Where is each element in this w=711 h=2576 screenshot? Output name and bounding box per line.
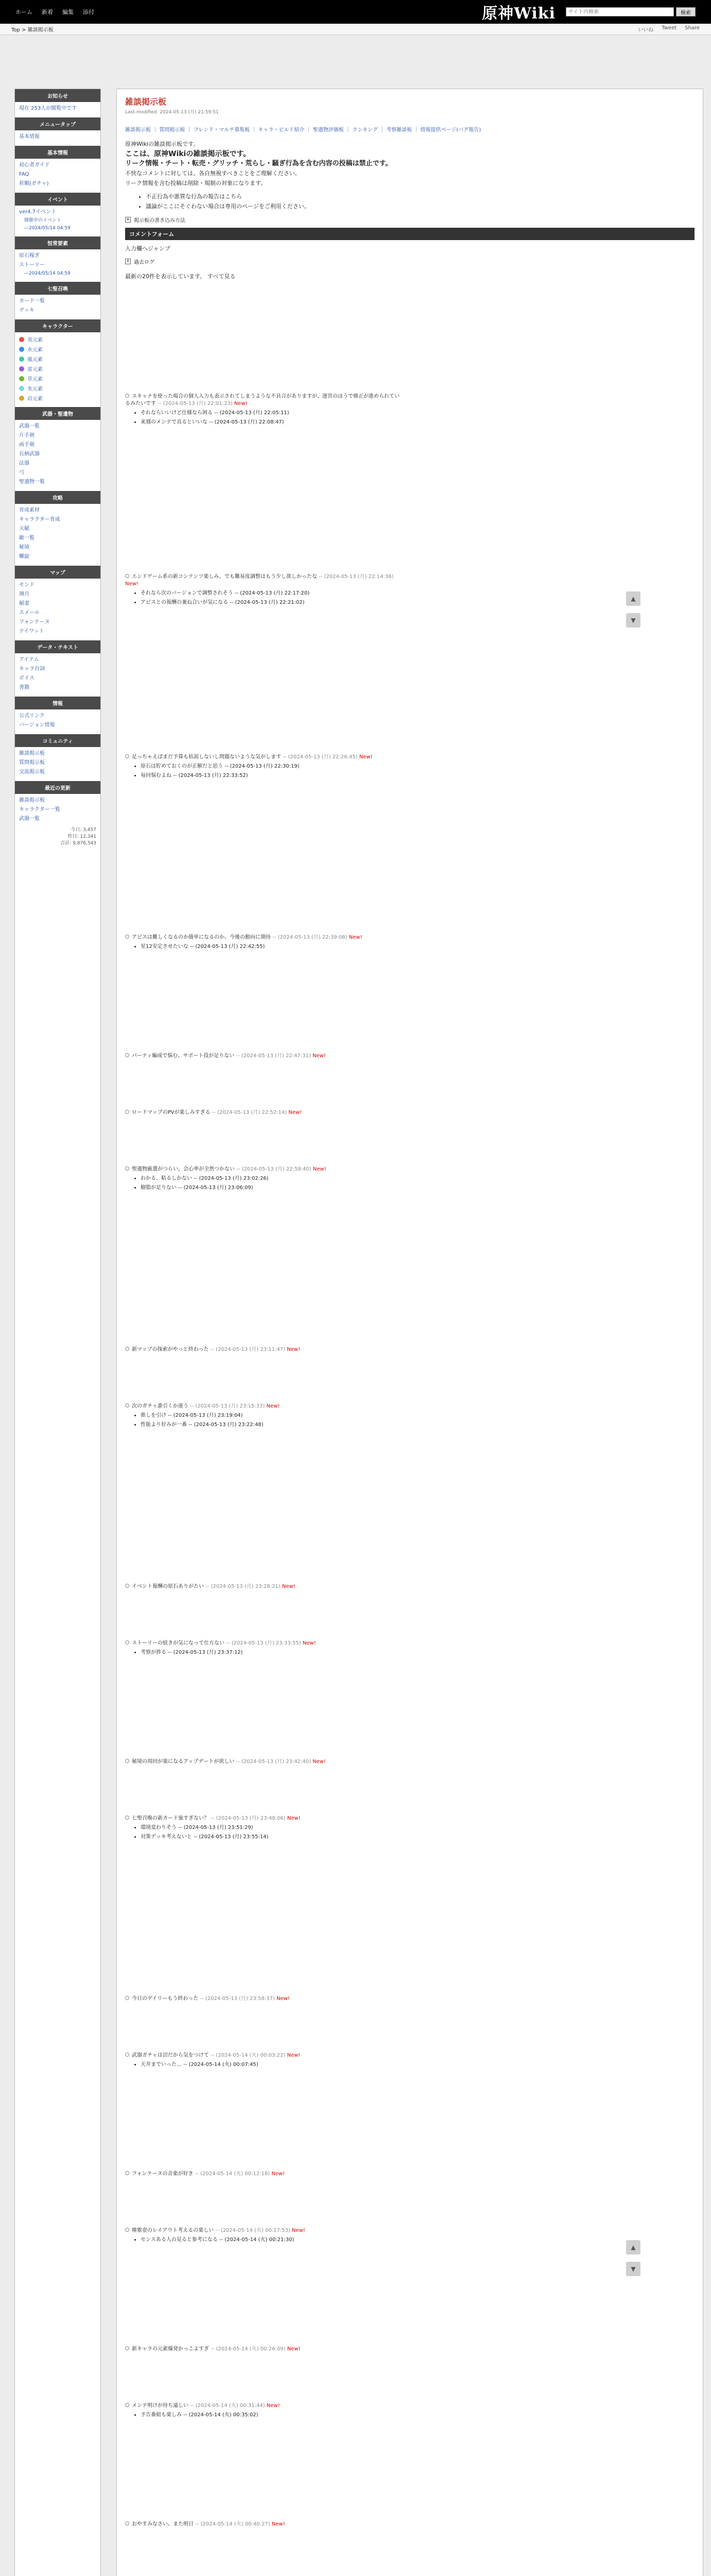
new-badge: New!	[287, 1347, 301, 1352]
comment-text: 秘境の周回が楽になるアップデートが欲しい	[132, 1759, 235, 1765]
comment-body	[125, 2402, 403, 2410]
comment-text: 新マップの探索がやっと終わった	[132, 1347, 209, 1352]
new-badge: New!	[359, 754, 373, 760]
radio-icon[interactable]	[125, 1816, 129, 1820]
comment-body	[125, 2346, 403, 2353]
sidebar-item[interactable]: 稲妻	[19, 601, 29, 606]
sidebar-item[interactable]: 書籍	[19, 685, 29, 690]
reply-list	[133, 1412, 403, 1429]
comment-body	[125, 2227, 403, 2234]
radio-icon[interactable]	[125, 1053, 129, 1057]
sidebar-item[interactable]: ストーリー	[19, 262, 45, 268]
comment-item	[125, 754, 403, 782]
comment-item	[125, 1166, 403, 1194]
radio-icon[interactable]	[125, 574, 129, 578]
share-button[interactable]: Share	[685, 25, 700, 31]
main-content	[116, 89, 703, 2576]
breadcrumb[interactable]: Top > 雑談掲示板	[11, 27, 54, 33]
comment-meta: -- (2024-05-14 (火) 00:40:27)	[195, 2521, 270, 2527]
scroll-buttons-top	[626, 591, 641, 628]
comment-item	[125, 2346, 403, 2355]
sidebar-element-item[interactable]	[15, 364, 100, 374]
sidebar-item[interactable]: 雑談掲示板	[19, 798, 45, 803]
sidebar-item[interactable]: 天賦	[19, 526, 29, 532]
reply-item: • 推しを引け -- (2024-05-13 (月) 23:19:04)	[141, 1412, 403, 1419]
sidebar-element-item[interactable]	[15, 354, 100, 364]
new-badge: New!	[271, 2171, 285, 2177]
reply-item: • 予告番組も楽しみ -- (2024-05-14 (火) 00:35:02)	[141, 2412, 403, 2419]
comment-meta: -- (2024-05-13 (月) 23:48:06)	[211, 1816, 286, 1821]
element-label: 岩元素	[27, 396, 43, 402]
page-layout	[0, 35, 711, 2576]
new-badge: New!	[287, 2053, 301, 2058]
sidebar-item[interactable]: モンド	[19, 582, 34, 588]
reply-item: • 環境変わりそう -- (2024-05-13 (月) 23:51:29)	[141, 1824, 403, 1832]
counter-line: 昨日: 12,341	[67, 834, 96, 839]
comment-text: メンテ明けが待ち遠しい	[132, 2403, 188, 2409]
comment-text: 足っちゃえばまだ予算も枯渇しないし問題ないような気がします	[132, 754, 281, 760]
sidebar-element-item[interactable]	[15, 383, 100, 393]
comment-text: 聖遺物厳選がつらい。会心率が全然つかない	[132, 1166, 235, 1172]
comment-text: ストーリーの続きが気になって仕方ない	[132, 1640, 224, 1646]
lead-text-2: ここは、原神Wikiの雑談掲示板です。	[125, 150, 251, 158]
new-badge: New!	[271, 2521, 285, 2527]
comment-meta: -- (2024-05-13 (月) 22:26:45)	[283, 754, 358, 760]
comment-item	[125, 573, 403, 608]
comment-body	[125, 934, 403, 941]
reply-item: • アビスとの報酬の兼ね合いが気になる -- (2024-05-13 (月) 22:21:02)	[141, 599, 403, 606]
sidebar-item[interactable]: 祈願(ガチャ)	[19, 181, 49, 187]
comment-body	[125, 573, 403, 588]
sidebar-item[interactable]: 現在 253人が閲覧中です	[19, 106, 77, 111]
comment-item	[125, 1640, 403, 1658]
new-badge: New!	[312, 1053, 326, 1059]
comment-item	[125, 1053, 403, 1062]
sidebar-item[interactable]: FAQ	[19, 172, 29, 177]
sidebar-section-title: 武器・聖遺物	[15, 407, 100, 420]
sidebar-item[interactable]: デッキ	[19, 308, 34, 313]
comment-meta: -- (2024-05-13 (月) 22:01:23)	[158, 401, 233, 406]
scroll-up-button[interactable]: ▲	[626, 2240, 640, 2255]
radio-icon[interactable]	[125, 1996, 129, 2000]
radio-icon[interactable]	[125, 1110, 129, 1114]
new-badge: New!	[282, 1584, 296, 1589]
reply-item: • 毎回悩むよね -- (2024-05-13 (月) 22:33:52)	[141, 772, 403, 779]
comment-text: ロードマップのPVが楽しみすぎる	[132, 1110, 211, 1115]
comment-meta: -- (2024-05-13 (月) 23:42:40)	[236, 1759, 311, 1765]
comment-item	[125, 1995, 403, 2005]
comment-text: スキャナを使った場合の個人入力も表示されてしまうような不具合がありますが、運営のほうで修正が進められているみたいです	[125, 394, 400, 406]
sidebar-item[interactable]: アイテム	[19, 657, 39, 663]
counter-line: 今日: 3,457	[71, 827, 96, 833]
sidebar-item[interactable]: 法器	[19, 461, 29, 466]
how-to-post-toggle[interactable]	[125, 216, 695, 224]
comment-text: フォンテーヌの音楽が好き	[132, 2171, 194, 2177]
comment-body	[125, 1815, 403, 1822]
comment-text: おやすみなさい。また明日	[132, 2521, 194, 2527]
radio-icon[interactable]	[125, 394, 129, 398]
lead-text-4: 不快なコメントに対しては、各自無視すべきことをご理解ください。	[125, 170, 301, 177]
comment-text: 七聖召喚の新カード強すぎない？	[132, 1816, 209, 1821]
sidebar-item[interactable]: キャラ台詞	[19, 666, 45, 672]
sidebar-item[interactable]: 公式リンク	[19, 713, 45, 719]
radio-icon[interactable]	[125, 754, 129, 758]
sidebar-subitem[interactable]: 開催中のイベント	[24, 218, 62, 223]
comment-text: エンドゲーム系の新コンテンツ楽しみ。でも難易度調整はもう少し欲しかったな	[132, 574, 317, 580]
toggle-label: 掲示板の書き込み方法	[134, 218, 185, 224]
comment-text: アビスは難しくなるのか簡単になるのか、今後の動向に期待	[132, 935, 271, 940]
comment-meta: -- (2024-05-13 (月) 22:14:36)	[319, 574, 394, 580]
breadcrumb-bar	[0, 24, 711, 35]
element-icon	[19, 347, 24, 352]
comment-meta: -- (2024-05-13 (月) 23:58:37)	[200, 1996, 275, 2002]
comment-body	[125, 1403, 403, 1410]
sidebar-item[interactable]: 敵一覧	[19, 535, 34, 541]
search-input[interactable]	[566, 7, 674, 16]
reply-item: • それならいいけど仕様なら困る -- (2024-05-13 (月) 22:05:11)	[141, 410, 403, 417]
comment-meta: -- (2024-05-13 (月) 23:11:47)	[210, 1347, 286, 1352]
reply-list	[133, 2236, 403, 2244]
sidebar-element-item[interactable]	[15, 344, 100, 354]
sidebar-item[interactable]: テイワット	[19, 629, 44, 634]
sidebar-section-title: 攻略	[15, 491, 100, 504]
new-badge: New!	[291, 2228, 305, 2233]
sidebar-element-item[interactable]	[15, 393, 100, 403]
sidebar-item[interactable]: キャラクター育成	[19, 517, 60, 522]
sidebar-item[interactable]: 弓	[19, 470, 24, 476]
comment-item	[125, 1583, 403, 1592]
comment-body	[125, 2052, 403, 2059]
sidebar-item[interactable]: スメール	[19, 610, 40, 616]
comment-meta: -- (2024-05-13 (月) 22:47:31)	[236, 1053, 311, 1059]
nav-attach[interactable]: 添付	[83, 9, 94, 15]
element-label: 氷元素	[27, 386, 43, 392]
element-label: 炎元素	[27, 337, 43, 343]
reply-item: • 来週のメンテで直るといいな -- (2024-05-13 (月) 22:08:47)	[141, 419, 403, 426]
search-button[interactable]: 検索	[676, 7, 696, 16]
new-badge: New!	[287, 2346, 301, 2352]
new-badge: New!	[125, 581, 138, 587]
comment-body	[125, 2171, 403, 2178]
sidebar-element-item[interactable]	[15, 374, 100, 383]
radio-icon[interactable]	[125, 1347, 129, 1351]
counter-line: 合計: 9,876,543	[60, 841, 96, 846]
sidebar-section-title: キャラクター	[15, 319, 100, 332]
comment-item	[125, 1109, 403, 1118]
radio-icon[interactable]	[125, 2521, 129, 2526]
new-badge: New!	[349, 935, 362, 940]
toggle-label: 過去ログ	[134, 260, 154, 265]
sidebar-item[interactable]: 武器一覧	[19, 816, 40, 822]
sidebar-item[interactable]: キャラクター一覧	[19, 807, 60, 812]
new-badge: New!	[276, 1996, 290, 2002]
element-label: 草元素	[27, 377, 43, 382]
lead-text-5: リーク情報を含む投稿は削除・規制の対象になります。	[125, 180, 267, 187]
sidebar-item[interactable]: 育成素材	[19, 507, 40, 513]
sidebar-section-title: コミュニティ	[15, 734, 100, 747]
comment-form-header: コメントフォーム	[125, 228, 695, 240]
element-icon	[19, 366, 24, 371]
new-badge: New!	[313, 1759, 326, 1765]
comment-item	[125, 1758, 403, 1768]
reply-list	[133, 410, 403, 426]
element-label: 風元素	[27, 357, 43, 363]
jump-to-input-link[interactable]: 入力欄へジャンプ	[125, 245, 170, 252]
reply-list	[133, 763, 403, 779]
reply-list	[133, 1175, 403, 1192]
plus-icon: +	[126, 259, 130, 264]
comment-meta: -- (2024-05-14 (火) 00:03:22)	[210, 2053, 286, 2058]
new-badge: New!	[234, 401, 248, 406]
comment-body	[125, 754, 403, 761]
element-label: 雷元素	[27, 367, 43, 372]
radio-icon[interactable]	[125, 1584, 129, 1588]
sidebar-section-title: マップ	[15, 566, 100, 579]
comment-text: 新キャラの元素爆発かっこよすぎ	[132, 2346, 209, 2352]
sidebar-subitem[interactable]: —2024/05/14 04:59	[24, 271, 71, 276]
radio-icon[interactable]	[125, 1640, 129, 1645]
comment-body	[125, 1053, 403, 1060]
comment-item	[125, 2402, 403, 2421]
top-nav	[15, 8, 482, 16]
new-badge: New!	[266, 2403, 280, 2409]
nav-home[interactable]: ホーム	[15, 9, 32, 15]
comment-text: イベント報酬の原石ありがたい	[132, 1584, 204, 1589]
comment-meta: -- (2024-05-13 (月) 22:58:40)	[236, 1166, 311, 1172]
last-modified: Last-modified: 2024-05-13 (月) 21:59:51	[125, 110, 219, 115]
reply-item: • 考察が捗る -- (2024-05-13 (月) 23:37:12)	[141, 1649, 403, 1656]
reply-item: • それなら次のバージョンで調整されそう -- (2024-05-13 (月) 22:17:20)	[141, 590, 403, 597]
sidebar-subitem[interactable]: —2024/05/14 04:59	[24, 226, 71, 231]
sidebar-section-title: 情報	[15, 697, 100, 709]
sidebar-item[interactable]: 秘境	[19, 545, 29, 550]
reply-list	[133, 1649, 403, 1656]
sidebar-section-title: 七聖召喚	[15, 282, 100, 295]
comment-item	[125, 934, 403, 953]
sidebar-item[interactable]: 聖遺物一覧	[19, 479, 45, 485]
radio-icon[interactable]	[125, 935, 129, 939]
lead-text-1: 原神Wikiの雑談掲示板です。	[125, 141, 199, 147]
comment-meta: -- (2024-05-14 (火) 00:12:18)	[195, 2171, 270, 2177]
reply-item: • わかる、粘るしかない -- (2024-05-13 (月) 23:02:26)	[141, 1175, 403, 1182]
comment-text: 武器ガチャは沼だから気をつけて	[132, 2053, 209, 2058]
reply-item: • 原石は貯めておくのが正解だと思う -- (2024-05-13 (月) 22:30:19)	[141, 763, 403, 770]
reply-item: • センスある人の見ると参考になる -- (2024-05-14 (火) 00:21:30)	[141, 2236, 403, 2244]
reply-list	[133, 2061, 403, 2069]
top-bar	[0, 0, 711, 24]
reply-item: • 対策デッキ考えないと -- (2024-05-13 (月) 23:55:14)	[141, 1834, 403, 1841]
new-badge: New!	[288, 1110, 302, 1115]
search-form	[566, 7, 696, 16]
comment-item	[125, 1815, 403, 1843]
element-icon	[19, 337, 24, 342]
radio-icon[interactable]	[125, 2171, 129, 2175]
scroll-down-button[interactable]: ▼	[626, 2262, 640, 2276]
reply-list	[133, 2412, 403, 2419]
new-badge: New!	[287, 1816, 301, 1821]
scroll-down-button[interactable]: ▼	[626, 613, 640, 628]
radio-icon[interactable]	[125, 1166, 129, 1171]
nav-edit[interactable]: 編集	[62, 9, 74, 15]
element-icon	[19, 357, 24, 362]
reply-item: • 星12安定させたいな -- (2024-05-13 (月) 22:42:55)	[141, 943, 403, 951]
sidebar-section-title: 基本情報	[15, 146, 100, 159]
comment-meta: -- (2024-05-13 (月) 23:15:33)	[189, 1403, 265, 1409]
past-log-toggle[interactable]	[125, 258, 695, 265]
comment-body	[125, 393, 403, 408]
radio-icon[interactable]	[125, 2403, 129, 2407]
radio-icon[interactable]	[125, 2346, 129, 2350]
new-badge: New!	[266, 1403, 280, 1409]
sidebar-section-title: 最近の更新	[15, 781, 100, 794]
sidebar-section-title: お知らせ	[15, 89, 100, 102]
scroll-up-button[interactable]: ▲	[626, 591, 640, 606]
comment-item	[125, 2171, 403, 2180]
comment-item	[125, 1403, 403, 1431]
comment-text: 塵歌壺のレイアウト考えるの楽しい	[132, 2228, 214, 2233]
sidebar-item[interactable]: 原石稼ぎ	[19, 253, 40, 259]
sidebar-section-title: イベント	[15, 193, 100, 206]
comment-body	[125, 1640, 403, 1647]
sidebar-item[interactable]: 質問掲示板	[19, 760, 45, 766]
notice-item[interactable]: • 議論がここにそぐわない場合は専用のページをご利用ください。	[146, 202, 695, 211]
comment-item	[125, 2227, 403, 2246]
plus-icon: +	[126, 217, 130, 222]
comment-text: 次のガチャ誰引くか迷う	[132, 1403, 188, 1409]
comment-body	[125, 2521, 403, 2528]
comment-body	[125, 1583, 403, 1590]
new-badge: New!	[302, 1640, 316, 1646]
reply-list	[133, 943, 403, 951]
new-badge: New!	[313, 1166, 326, 1172]
notice-list	[125, 193, 695, 211]
sidebar-item[interactable]: バージョン情報	[19, 722, 55, 728]
comment-meta: -- (2024-05-13 (月) 22:52:14)	[212, 1110, 287, 1115]
sidebar	[14, 89, 101, 2576]
board-links[interactable]: 雑談掲示板 ｜ 質問掲示板 ｜ フレンド・マルチ募集板 ｜ キャラ・ビルド紹介 ｜ 聖遺物評価板 ｜ ランキング ｜ 考察雑談板 ｜ 情報提供ページ(バグ報告)	[125, 127, 481, 133]
sidebar-element-item[interactable]	[15, 334, 100, 344]
comment-text: パーティ編成で悩む。サポート役が足りない	[132, 1053, 235, 1059]
comment-body	[125, 1346, 403, 1353]
sidebar-item[interactable]: 交流掲示板	[19, 769, 45, 775]
radio-icon[interactable]	[125, 2053, 129, 2057]
sidebar-section-title: データ・テキスト	[15, 640, 100, 653]
reply-list	[133, 1824, 403, 1841]
radio-icon[interactable]	[125, 1759, 129, 1763]
tweet-button[interactable]: Tweet	[662, 25, 677, 31]
page-title: 雑談掲示板	[125, 97, 167, 107]
sidebar-item[interactable]: ver4.7イベント	[19, 209, 57, 215]
comment-meta: -- (2024-05-13 (月) 22:39:08)	[272, 935, 348, 940]
sidebar-item[interactable]: フォンテーヌ	[19, 619, 50, 625]
share-tools	[638, 25, 700, 33]
comment-meta: -- (2024-05-14 (火) 00:31:44)	[190, 2403, 265, 2409]
sidebar-section-title: 恒常要素	[15, 236, 100, 249]
comment-item	[125, 2521, 403, 2530]
sidebar-item[interactable]: 螺旋	[19, 554, 29, 560]
sidebar-item[interactable]: 雑談掲示板	[19, 751, 45, 756]
comment-text: 今日のデイリーもう終わった	[132, 1996, 199, 2002]
element-label: 水元素	[27, 347, 43, 353]
sidebar-item[interactable]: 璃月	[19, 591, 29, 597]
element-icon	[19, 386, 24, 391]
like-button[interactable]: いいね	[638, 27, 654, 33]
reply-list	[133, 590, 403, 606]
sidebar-item[interactable]: 長柄武器	[19, 451, 40, 457]
element-icon	[19, 396, 24, 401]
lead-text-3: リーク情報・チート・転売・グリッチ・荒らし・騒ぎ行為を含む内容の投稿は禁止です。	[125, 160, 392, 167]
sidebar-item[interactable]: 両手剣	[19, 442, 34, 448]
comment-meta: -- (2024-05-14 (火) 00:17:53)	[215, 2228, 290, 2233]
sidebar-item[interactable]: 片手剣	[19, 433, 34, 438]
sidebar-item[interactable]: 基本情報	[19, 134, 40, 140]
comment-meta: -- (2024-05-13 (月) 23:28:21)	[205, 1584, 281, 1589]
reply-item: • 天井までいった… -- (2024-05-14 (火) 00:07:45)	[141, 2061, 403, 2069]
sidebar-item[interactable]: ボイス	[19, 675, 34, 681]
sidebar-item[interactable]: カード一覧	[19, 298, 45, 304]
radio-icon[interactable]	[125, 2228, 129, 2232]
nav-recent[interactable]: 新着	[42, 9, 53, 15]
scroll-buttons-bottom	[626, 2240, 641, 2276]
comment-body	[125, 1109, 403, 1116]
comment-item	[125, 393, 403, 428]
comment-meta: -- (2024-05-14 (火) 00:26:09)	[211, 2346, 286, 2352]
notice-item[interactable]: • 不正行為や悪質な行為の報告はこちら	[146, 193, 695, 201]
reply-item: • 樹脂が足りない -- (2024-05-13 (月) 23:06:09)	[141, 1184, 403, 1192]
sidebar-item[interactable]: 武器一覧	[19, 423, 40, 429]
comment-meta: -- (2024-05-13 (月) 23:33:55)	[226, 1640, 301, 1646]
element-icon	[19, 376, 24, 381]
comment-item	[125, 2052, 403, 2071]
comment-item	[125, 1346, 403, 1355]
latest-comments-note[interactable]: 最新の20件を表示しています。 すべて見る	[125, 273, 236, 280]
reply-item: • 性能より好みが一番 -- (2024-05-13 (月) 23:22:48)	[141, 1421, 403, 1429]
visit-counter	[15, 824, 100, 850]
radio-icon[interactable]	[125, 1403, 129, 1408]
comment-body	[125, 1166, 403, 1173]
comment-body	[125, 1758, 403, 1766]
comment-body	[125, 1995, 403, 2003]
sidebar-section-title: メニュータップ	[15, 117, 100, 130]
site-logo[interactable]: 原神Wiki	[482, 5, 556, 23]
sidebar-item[interactable]: 初心者ガイド	[19, 162, 50, 168]
